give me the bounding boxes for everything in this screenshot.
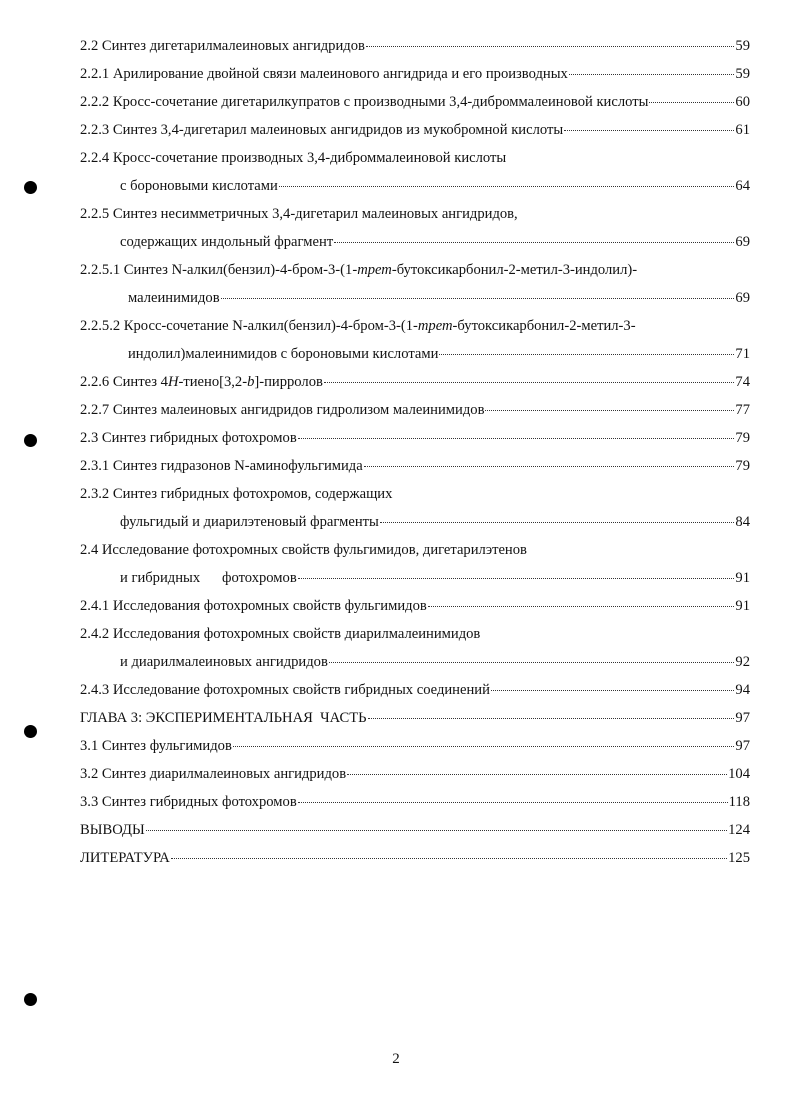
toc-entry-2-2-3: 2.2.3 Синтез 3,4-дигетарил малеиновых ангидридов из мукобромной кислоты 61 xyxy=(80,122,750,138)
toc-entry-2-4-3: 2.4.3 Исследование фотохромных свойств гибридных соединений 94 xyxy=(80,682,750,698)
toc-entry-2-2-5: 2.2.5 Синтез несимметричных 3,4-дигетарил малеиновых ангидридов, xyxy=(80,206,518,222)
toc-page-number: 124 xyxy=(728,822,750,838)
toc-page-number: 64 xyxy=(735,178,750,194)
toc-page-number: 60 xyxy=(735,94,750,110)
toc-page-number: 118 xyxy=(728,794,750,810)
leader-dots xyxy=(364,465,735,467)
toc-page-number: 104 xyxy=(728,766,750,782)
toc-page-number: 79 xyxy=(735,458,750,474)
leader-dots xyxy=(146,829,727,831)
toc-entry-conclusions: ВЫВОДЫ 124 xyxy=(80,822,750,838)
leader-dots xyxy=(334,241,734,243)
leader-dots xyxy=(439,353,734,355)
leader-dots xyxy=(485,409,734,411)
toc-page-number: 59 xyxy=(735,38,750,54)
toc-entry-chapter-3: ГЛАВА 3: ЭКСПЕРИМЕНТАЛЬНАЯ ЧАСТЬ 97 xyxy=(80,710,750,726)
toc-entry-2-4: 2.4 Исследование фотохромных свойств фульгимидов, дигетарилэтенов xyxy=(80,542,527,558)
leader-dots xyxy=(428,605,735,607)
toc-entry-2-4-cont: и гибридных фотохромов 91 xyxy=(120,570,750,586)
toc-entry-2-3-1: 2.3.1 Синтез гидразонов N-аминофульгимида 79 xyxy=(80,458,750,474)
toc-entry-3-2: 3.2 Синтез диарилмалеиновых ангидридов 104 xyxy=(80,766,750,782)
leader-dots xyxy=(564,129,734,131)
toc-page-number: 125 xyxy=(728,850,750,866)
leader-dots xyxy=(233,745,735,747)
leader-dots xyxy=(171,857,727,859)
toc-page-number: 91 xyxy=(735,598,750,614)
leader-dots xyxy=(279,185,735,187)
leader-dots xyxy=(366,45,735,47)
toc-entry-2-2-5-1: 2.2.5.1 Синтез N-алкил(бензил)-4-бром-3-(1-трет-бутоксикарбонил-2-метил-3-индолил)- xyxy=(80,262,638,278)
toc-page-number: 69 xyxy=(735,290,750,306)
binder-hole-dot xyxy=(24,725,37,738)
leader-dots xyxy=(221,297,735,299)
binder-hole-dot xyxy=(24,181,37,194)
toc-entry-2-2-5-2: 2.2.5.2 Кросс-сочетание N-алкил(бензил)-4-бром-3-(1-трет-бутоксикарбонил-2-метил-3- xyxy=(80,318,636,334)
toc-page-number: 91 xyxy=(735,570,750,586)
toc-entry-2-2-4: 2.2.4 Кросс-сочетание производных 3,4-диброммалеиновой кислоты xyxy=(80,150,507,166)
toc-entry-3-3: 3.3 Синтез гибридных фотохромов 118 xyxy=(80,794,750,810)
leader-dots xyxy=(329,661,735,663)
toc-entry-references: ЛИТЕРАТУРА 125 xyxy=(80,850,750,866)
toc-entry-2-2-5-2-cont: индолил)малеинимидов с бороновыми кислотами 71 xyxy=(128,346,750,362)
leader-dots xyxy=(298,577,735,579)
leader-dots xyxy=(380,521,735,523)
page-number: 2 xyxy=(392,1051,400,1067)
leader-dots xyxy=(347,773,727,775)
leader-dots xyxy=(298,437,735,439)
leader-dots xyxy=(324,381,735,383)
leader-dots xyxy=(569,73,735,75)
toc-page-number: 92 xyxy=(735,654,750,670)
toc-entry-2-3-2-cont: фульгидый и диарилэтеновый фрагменты 84 xyxy=(120,514,750,530)
toc-entry-2-2-5-cont: содержащих индольный фрагмент 69 xyxy=(120,234,750,250)
toc-entry-2-3: 2.3 Синтез гибридных фотохромов 79 xyxy=(80,430,750,446)
leader-dots xyxy=(298,801,728,803)
toc-entry-2-4-1: 2.4.1 Исследования фотохромных свойств фульгимидов 91 xyxy=(80,598,750,614)
toc-entry-2-2-4-cont: с бороновыми кислотами 64 xyxy=(120,178,750,194)
toc-page-number: 84 xyxy=(735,514,750,530)
toc-entry-2-2-5-1-cont: малеинимидов 69 xyxy=(128,290,750,306)
toc-entry-3-1: 3.1 Синтез фульгимидов 97 xyxy=(80,738,750,754)
toc-page-number: 94 xyxy=(735,682,750,698)
toc-entry-2-3-2: 2.3.2 Синтез гибридных фотохромов, содержащих xyxy=(80,486,393,502)
leader-dots xyxy=(649,101,734,103)
toc-page-number: 69 xyxy=(735,234,750,250)
toc-page-number: 97 xyxy=(735,710,750,726)
toc-page-number: 97 xyxy=(735,738,750,754)
toc-entry-2-4-2: 2.4.2 Исследования фотохромных свойств диарилмалеинимидов xyxy=(80,626,481,642)
toc-page-number: 79 xyxy=(735,430,750,446)
toc-page-number: 71 xyxy=(735,346,750,362)
toc-page-number: 74 xyxy=(735,374,750,390)
toc-page-number: 77 xyxy=(735,402,750,418)
binder-hole-dot xyxy=(24,993,37,1006)
leader-dots xyxy=(491,689,735,691)
toc-entry-2-2-1: 2.2.1 Арилирование двойной связи малеинового ангидрида и его производных 59 xyxy=(80,66,750,82)
toc-entry-2-2: 2.2 Синтез дигетарилмалеиновых ангидридов 59 xyxy=(80,38,750,54)
leader-dots xyxy=(368,717,735,719)
toc-entry-2-2-2: 2.2.2 Кросс-сочетание дигетарилкупратов с производными 3,4-диброммалеиновой кислоты 60 xyxy=(80,94,750,110)
toc-entry-2-2-7: 2.2.7 Синтез малеиновых ангидридов гидролизом малеинимидов 77 xyxy=(80,402,750,418)
binder-hole-dot xyxy=(24,434,37,447)
toc-page-number: 61 xyxy=(735,122,750,138)
toc-entry-2-2-6: 2.2.6 Синтез 4H-тиено[3,2-b]-пирролов 74 xyxy=(80,374,750,390)
toc-page-number: 59 xyxy=(735,66,750,82)
toc-entry-2-4-2-cont: и диарилмалеиновых ангидридов 92 xyxy=(120,654,750,670)
